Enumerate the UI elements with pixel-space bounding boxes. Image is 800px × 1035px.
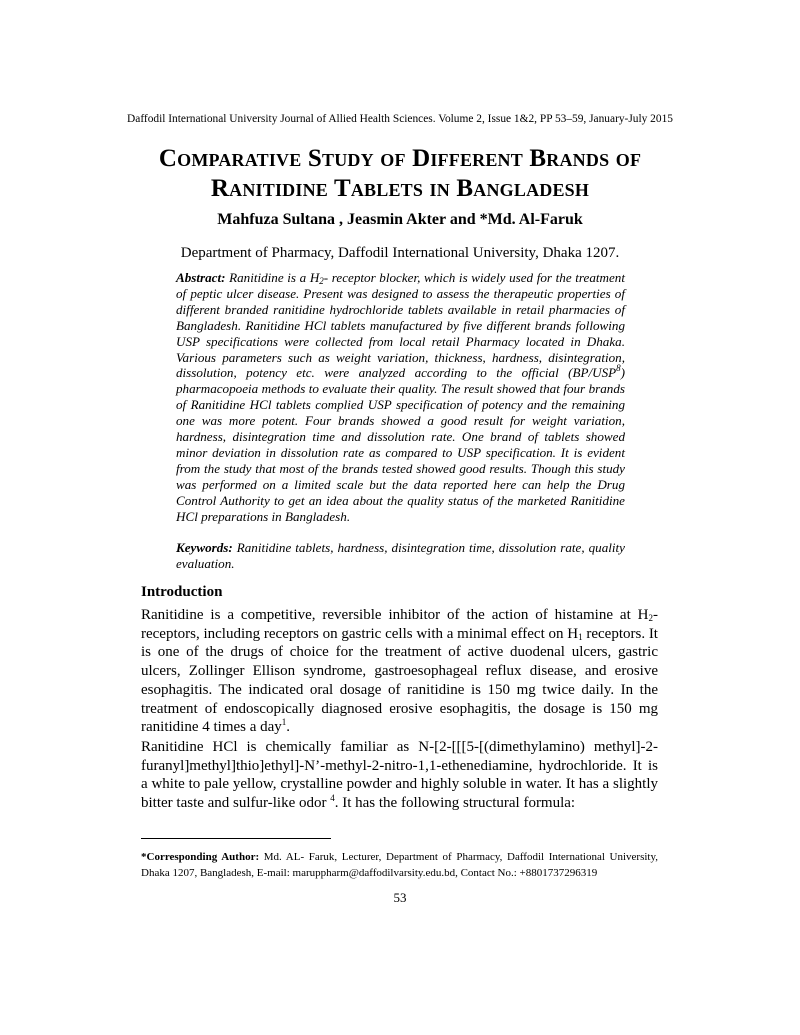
paragraph-text: Ranitidine HCl is chemically familiar as N-[2-[[[5-[(dimethylamino) methyl]-2-furanyl]methyl]thio]ethyl]-N’-methyl-2-nitro-1,1-ethenediamine, hydrochloride. It is a white to pale yellow, crystalline powder and highly soluble in water. It has a slightly bitter taste and sulfur-like odor bbox=[141, 739, 658, 812]
subscript: 1 bbox=[578, 631, 583, 642]
paragraph-text: -receptors, including receptors on gastric cells with a minimal effect on H bbox=[141, 607, 658, 642]
keywords bbox=[176, 540, 625, 572]
article-title-line-1: Comparative Study of Different Brands of bbox=[158, 145, 642, 172]
abstract-subscript: 2 bbox=[319, 276, 324, 286]
keywords-label: Keywords: bbox=[176, 540, 233, 555]
citation-superscript: 4 bbox=[330, 793, 335, 804]
author-list: Mahfuza Sultana , Jeasmin Akter and *Md. Al-Faruk bbox=[217, 211, 583, 228]
corresponding-author-footnote bbox=[141, 849, 658, 881]
abstract-text: - receptor blocker, which is widely used for the treatment of peptic ulcer disease. Present was designed to assess the therapeutic properties of different branded ranitidine hydrochloride tablets available in retail pharmacies of Bangladesh. Ranitidine HCl tablets manufactured by five different brands following USP specifications were collected from local retail Pharmacy located in Dhaka. Various parameters such as weight variation, thickness, hardness, disintegration, dissolution, potency etc. were analyzed according to the official (BP/USP bbox=[176, 270, 625, 381]
abstract-text: ) pharmacopoeia methods to evaluate their quality. The result showed that four brands of Ranitidine HCl tablets complied USP specification of potency and the remaining one was more potent. Four brands showed a good result for weight variation, hardness, disintegration time and dissolution rate. One brand of tablets showed minor deviation in dissolution rate as compared to USP specification. It is evident from the study that most of the brands tested showed good results. Though this study was performed on a limited scale but the data reported here can help the Drug Control Authority to get an idea about the quality status of the marketed Ranitidine HCl preparations in Bangladesh. bbox=[176, 365, 625, 524]
abstract bbox=[176, 270, 625, 525]
paragraph-text: receptors. It is one of the drugs of choice for the treatment of active duodenal ulcers, gastric ulcers, Zollinger Ellison syndrome, gastroesophageal reflux disease, and erosive esophagitis. The indicated oral dosage of ranitidine is 150 mg twice daily. In the treatment of endoscopically diagnosed erosive esophagitis, the dosage is 150 mg ranitidine 4 times a day bbox=[141, 625, 658, 736]
subscript: 2 bbox=[648, 613, 653, 623]
running-head: Daffodil International University Journal of Allied Health Sciences. Volume 2, Issue 1&2, PP 53–59, January-July 2015 bbox=[127, 113, 673, 125]
abstract-citation: 8 bbox=[616, 363, 621, 374]
page-number: 53 bbox=[393, 890, 407, 905]
footnote-text: Md. AL- Faruk, Lecturer, Department of Pharmacy, Daffodil International University, Dhaka 1207, Bangladesh, E-mail: maruppharm@daffodilvarsity.edu.bd, Contact No.: +8801737296319 bbox=[141, 851, 658, 879]
paragraph-text: Ranitidine is a competitive, reversible inhibitor of the action of histamine at H bbox=[141, 607, 649, 623]
footnote-divider bbox=[141, 838, 331, 839]
abstract-text: Ranitidine is a H bbox=[225, 270, 320, 285]
affiliation: Department of Pharmacy, Daffodil International University, Dhaka 1207. bbox=[180, 245, 620, 261]
introduction-paragraph-2 bbox=[141, 738, 658, 813]
paragraph-text: . bbox=[286, 719, 291, 736]
article-title bbox=[80, 144, 720, 204]
footnote-label: *Corresponding Author: bbox=[141, 851, 260, 863]
introduction-paragraph-1 bbox=[141, 606, 658, 737]
keywords-text: Ranitidine tablets, hardness, disintegration time, dissolution rate, quality evaluation. bbox=[176, 540, 625, 571]
section-heading-introduction: Introduction bbox=[141, 584, 223, 600]
article-title-line-2: Ranitidine Tablets in Bangladesh bbox=[210, 175, 590, 202]
citation-superscript: 1 bbox=[281, 717, 287, 728]
abstract-label: Abstract: bbox=[176, 270, 226, 285]
paragraph-text: . It has the following structural formula: bbox=[334, 795, 576, 812]
